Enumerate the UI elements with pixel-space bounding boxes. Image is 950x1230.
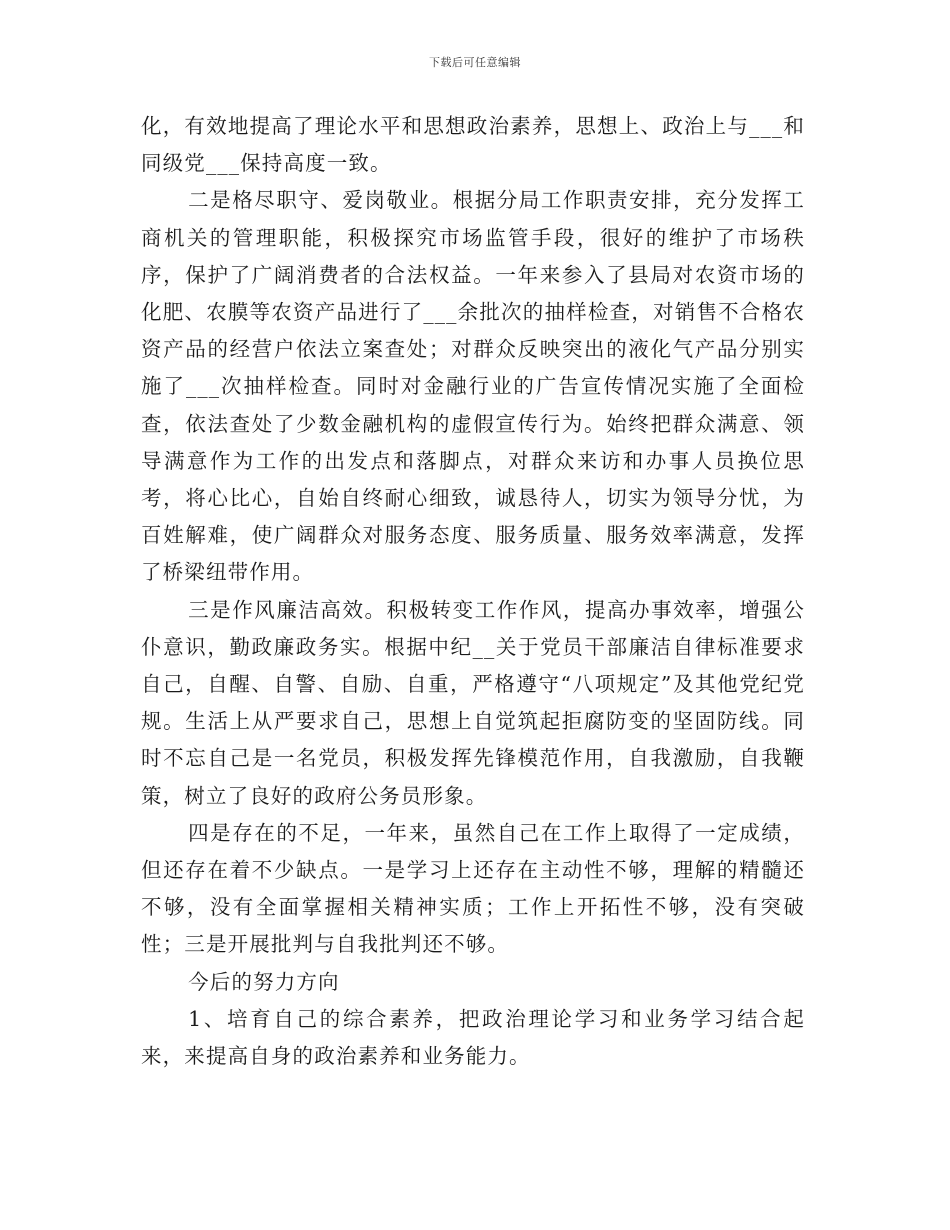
header-note: 下载后可任意编辑 bbox=[429, 56, 521, 69]
paragraph-4: 四是存在的不足，一年来，虽然自己在工作上取得了一定成绩，但还存在着不少缺点。一是学习上还存在主动性不够，理解的精髓还不够，没有全面掌握相关精神实质；工作上开拓性不够，没有突破性；三是开展批判与自我批判还不够。 bbox=[141, 820, 805, 957]
document-body bbox=[141, 108, 805, 1075]
paragraph-1: 化，有效地提高了理论水平和思想政治素养，思想上、政治上与___和同级党___保持高度一致。 bbox=[141, 114, 805, 176]
section-heading: 今后的努力方向 bbox=[188, 969, 340, 994]
paragraph-3: 三是作风廉洁高效。积极转变工作作风，提高办事效率，增强公仆意识，勤政廉政务实。根据中纪__关于党员干部廉洁自律标准要求自己，自醒、自警、自励、自重，严格遵守“八项规定”及其他党纪党规。生活上从严要求自己，思想上自觉筑起拒腐防变的坚固防线。同时不忘自己是一名党员，积极发挥先锋模范作用，自我激励，自我鞭策，树立了良好的政府公务员形象。 bbox=[141, 597, 805, 808]
paragraph-2: 二是格尽职守、爱岗敬业。根据分局工作职责安排，充分发挥工商机关的管理职能，积极探究市场监管手段，很好的维护了市场秩序，保护了广阔消费者的合法权益。一年来参入了县局对农资市场的化肥、农膜等农资产品进行了___余批次的抽样检查，对销售不合格农资产品的经营户依法立案查处；对群众反映突出的液化气产品分别实施了___次抽样检查。同时对金融行业的广告宣传情况实施了全面检查，依法查处了少数金融机构的虚假宣传行为。始终把群众满意、领导满意作为工作的出发点和落脚点，对群众来访和办事人员换位思考，将心比心，自始自终耐心细致，诚恳待人，切实为领导分忧，为百姓解难，使广阔群众对服务态度、服务质量、服务效率满意，发挥了桥梁纽带作用。 bbox=[141, 188, 805, 585]
paragraph-5: 1、培育自己的综合素养，把政治理论学习和业务学习结合起来，来提高自身的政治素养和业务能力。 bbox=[141, 1006, 805, 1069]
